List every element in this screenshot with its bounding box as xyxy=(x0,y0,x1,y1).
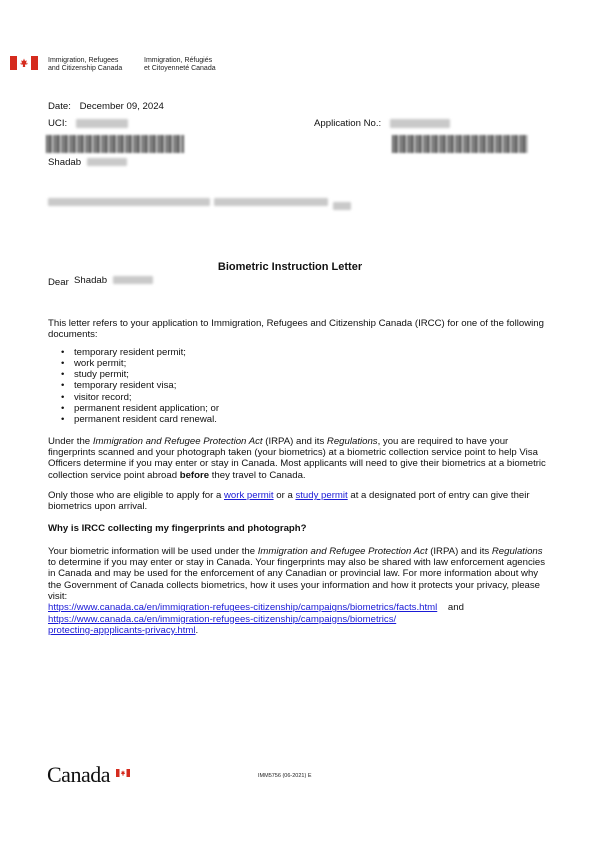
date-line xyxy=(48,101,164,112)
list-item: • visitor record; xyxy=(48,392,548,403)
letter-title: Biometric Instruction Letter xyxy=(217,261,363,273)
list-item: • temporary resident permit; xyxy=(48,347,548,358)
form-code: IMM5756 (06-2021) E xyxy=(258,773,312,779)
application-label: Application No.: xyxy=(314,118,382,129)
date-value: December 09, 2024 xyxy=(79,101,164,112)
biometric-use-paragraph: Your biometric information will be used under the Immigration and Refugee Protection Act (IRPA) and its Regulations to determine if you may enter or stay in Canada. Your fingerprints may also be shared with law enforcement agencies in Canada and may be used for the enforcement of any Canadian or provincial law. For more information about why the Government of Canada collects biometrics, how it uses your information and how it protects your privacy, please visit: https://www.canada.ca/en/immigration-refugees-citizenship/campaigns/biometrics/facts.html and https://www.canada.ca/en/immigration-refugees-citizenship/campaigns/biometrics/ protecting-appplicants-privacy.html. xyxy=(48,545,546,636)
date-label: Date: xyxy=(48,101,71,112)
uci-barcode xyxy=(46,135,184,153)
dept-name-english: Immigration, Refugees and Citizenship Canada xyxy=(48,57,123,72)
dept-name-french: Immigration, Réfugiés et Citoyenneté Canada xyxy=(144,57,216,72)
salutation-name: Shadab xyxy=(74,275,153,286)
list-item: • permanent resident card renewal. xyxy=(48,414,548,425)
list-item: • permanent resident application; or xyxy=(48,403,548,414)
study-permit-link[interactable]: study permit xyxy=(295,489,348,501)
document-list xyxy=(48,347,548,426)
list-item: • work permit; xyxy=(48,358,548,369)
applicant-name: Shadab xyxy=(48,157,127,168)
work-permit-link[interactable]: work permit xyxy=(224,489,274,501)
letter-body xyxy=(48,318,548,636)
salutation: Dear xyxy=(48,277,69,288)
canada-wordmark: Canada xyxy=(47,762,110,787)
applicant-address-redacted xyxy=(48,197,351,215)
port-of-entry-paragraph: Only those who are eligible to apply for a work permit or a study permit at a designated port of entry can give their biometrics upon arrival. xyxy=(48,489,530,513)
biometrics-facts-link[interactable]: https://www.canada.ca/en/immigration-refugees-citizenship/campaigns/biometrics/facts.html xyxy=(48,602,438,614)
uci-label: UCI: xyxy=(48,118,68,129)
why-heading: Why is IRCC collecting my fingerprints and photograph? xyxy=(48,523,307,535)
list-item: • study permit; xyxy=(48,369,548,380)
list-item: • temporary resident visa; xyxy=(48,380,548,391)
intro-paragraph: This letter refers to your application to Immigration, Refugees and Citizenship Canada (IRCC) for one of the following documents: xyxy=(48,318,544,341)
uci-redacted xyxy=(76,119,128,128)
irpa-paragraph: Under the Immigration and Refugee Protection Act (IRPA) and its Regulations, you are required to have your fingerprints scanned and your photograph taken (your biometrics) at a biometric collection service point to help Visa Officers determine if you may enter or stay in Canada. Most applicants will need to give their biometrics at a biometric collection service point abroad before they travel to Canada. xyxy=(48,435,546,481)
privacy-link[interactable]: https://www.canada.ca/en/immigration-refugees-citizenship/campaigns/biometrics/ protecting-appplicants-privacy.html xyxy=(48,613,397,636)
application-number-redacted xyxy=(390,119,450,128)
canada-flag-icon xyxy=(10,56,38,70)
application-barcode xyxy=(392,135,528,153)
wordmark-flag-icon xyxy=(116,764,130,772)
